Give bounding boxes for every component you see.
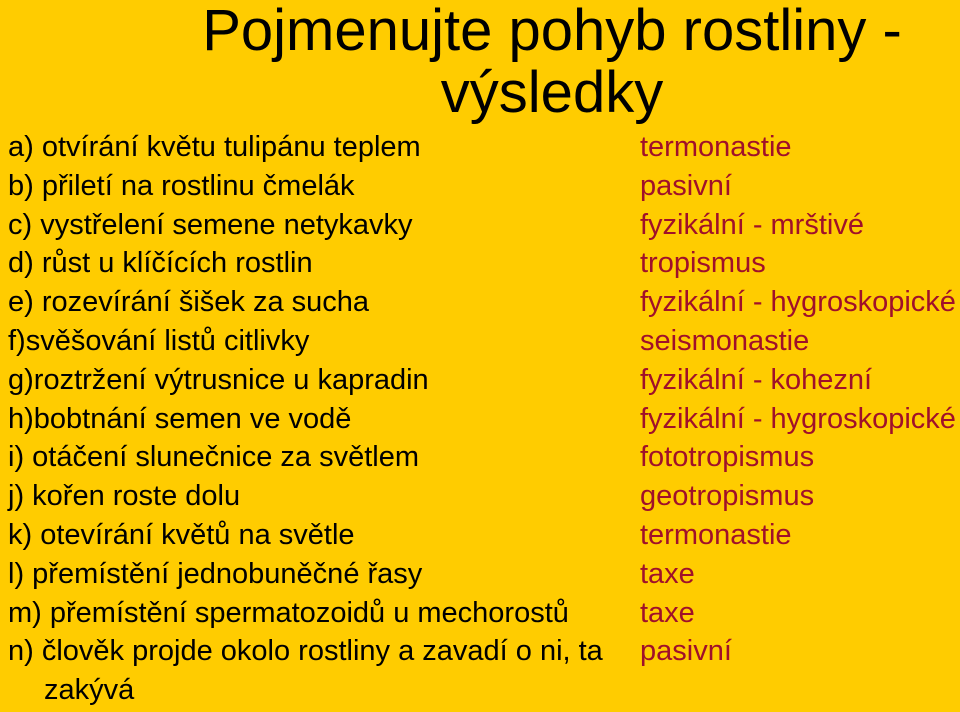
- item-question: d) růst u klíčících rostlin: [8, 247, 313, 280]
- item-question: j) kořen roste dolu: [8, 480, 241, 513]
- list-item: [8, 128, 958, 167]
- item-answer: pasivní: [640, 635, 732, 668]
- item-question: l) přemístění jednobuněčné řasy: [8, 557, 423, 590]
- item-question: h)bobtnání semen ve vodě: [8, 402, 352, 435]
- list-item: [8, 632, 958, 710]
- item-question: g)roztržení výtrusnice u kapradin: [8, 363, 429, 396]
- item-answer: taxe: [640, 557, 695, 590]
- list-item: [8, 594, 958, 633]
- item-answer: pasivní: [640, 169, 732, 202]
- list-item: [8, 361, 958, 400]
- item-question: b) přiletí na rostlinu čmelák: [8, 169, 355, 202]
- item-answer: termonastie: [640, 131, 792, 163]
- list-item: [8, 516, 958, 555]
- list-item: [8, 206, 958, 245]
- list-item: [8, 555, 958, 594]
- item-answer: taxe: [640, 596, 695, 629]
- item-answer: geotropismus: [640, 480, 815, 513]
- item-question: e) rozevírání šišek za sucha: [8, 286, 370, 319]
- list-item: [8, 283, 958, 322]
- item-question: n) člověk projde okolo rostliny a zavadí o ni, ta zakývá: [8, 635, 603, 707]
- item-question: a) otvírání květu tulipánu teplem: [8, 131, 421, 163]
- item-answer: fototropismus: [640, 441, 815, 474]
- item-answer: termonastie: [640, 518, 792, 551]
- list-item: [8, 438, 958, 477]
- item-question: m) přemístění spermatozoidů u mechorostů: [8, 596, 569, 629]
- item-answer: seismonastie: [640, 324, 810, 357]
- item-question: i) otáčení slunečnice za světlem: [8, 441, 420, 474]
- list-item: [8, 477, 958, 516]
- list-item: [8, 400, 958, 439]
- item-question: k) otevírání květů na světle: [8, 518, 355, 551]
- item-answer: fyzikální - hygroskopické: [640, 402, 956, 435]
- list-item: [8, 167, 958, 206]
- list-item: [8, 244, 958, 283]
- slide-title: Pojmenujte pohyb rostliny - výsledky: [202, 0, 902, 125]
- item-answer: fyzikální - hygroskopické: [640, 286, 956, 319]
- item-answer: fyzikální - kohezní: [640, 363, 873, 396]
- item-question: c) vystřelení semene netykavky: [8, 208, 413, 241]
- answer-list: [8, 128, 958, 710]
- item-question: f)svěšování listů citlivky: [8, 324, 310, 357]
- item-answer: tropismus: [640, 247, 766, 280]
- item-answer: fyzikální - mrštivé: [640, 208, 864, 241]
- list-item: [8, 322, 958, 361]
